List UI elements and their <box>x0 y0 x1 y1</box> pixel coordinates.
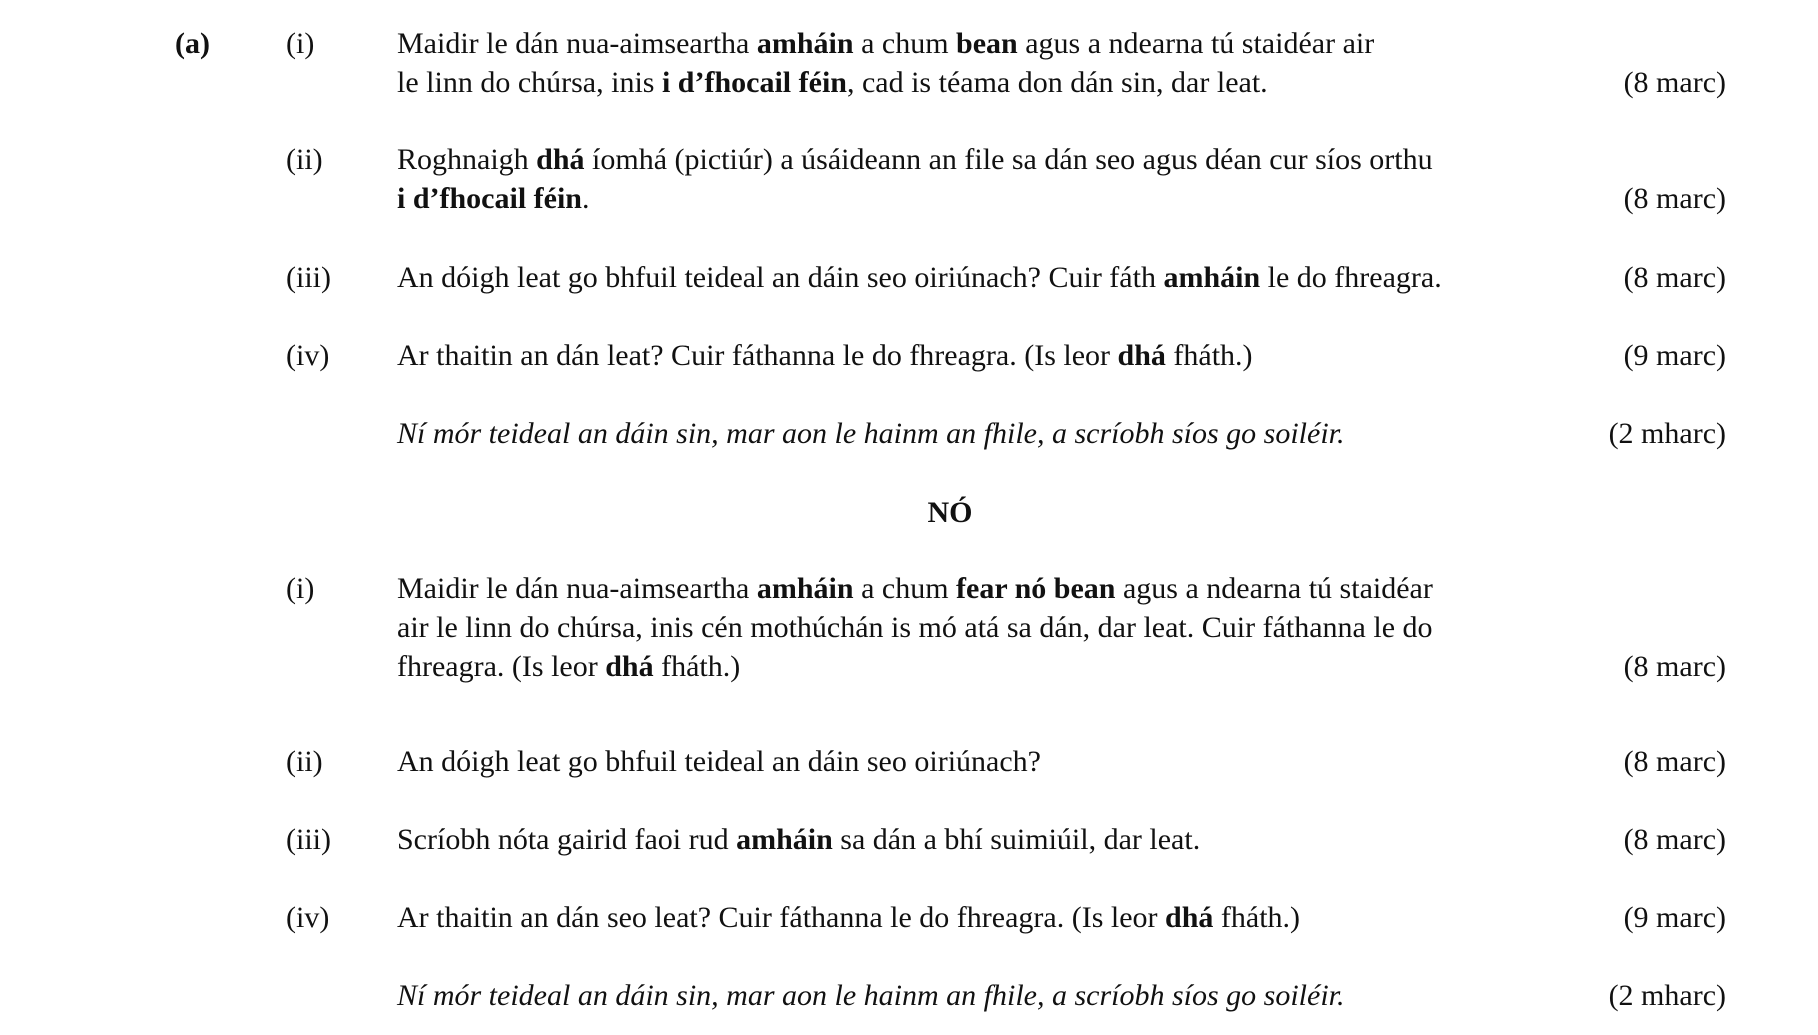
text-run: a chum <box>853 27 957 60</box>
marks-label: (8 marc) <box>1623 745 1726 778</box>
text-run: Ní mór teideal an dáin sin, mar aon le hainm an fhile, a scríobh síos go soiléir. <box>397 979 1345 1012</box>
marks-label: (8 marc) <box>1623 650 1726 683</box>
emphasis-text: amháin <box>756 27 854 60</box>
marks-label: (9 marc) <box>1623 901 1726 934</box>
question-number: (ii) <box>286 745 323 778</box>
question-number: (iv) <box>286 339 330 372</box>
text-run: An dóigh leat go bhfuil teideal an dáin seo oiriúnach? Cuir fáth <box>397 261 1164 294</box>
emphasis-text: amháin <box>756 572 854 605</box>
text-run: Ní mór teideal an dáin sin, mar aon le hainm an fhile, a scríobh síos go soiléir. <box>397 417 1345 450</box>
text-run: . <box>582 182 590 215</box>
marks-label: (2 mharc) <box>1608 417 1726 450</box>
question-text-line <box>397 24 1374 63</box>
emphasis-text: fear nó bean <box>956 572 1116 605</box>
text-run: Ar thaitin an dán seo leat? Cuir fáthanna le do fhreagra. (Is leor <box>397 901 1166 934</box>
marks-label: (2 mharc) <box>1608 979 1726 1012</box>
question-number: (iii) <box>286 823 331 856</box>
emphasis-text: dhá <box>536 143 585 176</box>
text-run: Maidir le dán nua-aimseartha <box>397 572 757 605</box>
text-run: a chum <box>853 572 957 605</box>
question-number: (ii) <box>286 143 323 176</box>
question-text-line <box>397 608 1433 647</box>
text-run: sa dán a bhí suimiúil, dar leat. <box>832 823 1201 856</box>
or-divider: NÓ <box>927 496 973 529</box>
emphasis-text: i d’fhocail féin <box>661 66 847 99</box>
question-number: (i) <box>286 572 315 605</box>
question-text-line <box>397 414 1345 453</box>
emphasis-text: i d’fhocail féin <box>397 182 582 215</box>
part-label: (a) <box>175 27 210 60</box>
marks-label: (9 marc) <box>1623 339 1726 372</box>
emphasis-text: amháin <box>736 823 833 856</box>
emphasis-text: bean <box>956 27 1018 60</box>
text-run: , cad is téama don dán sin, dar leat. <box>846 66 1268 99</box>
text-run: fháth.) <box>653 650 741 683</box>
emphasis-text: dhá <box>1165 901 1214 934</box>
text-run: Maidir le dán nua-aimseartha <box>397 27 757 60</box>
question-text-line <box>397 258 1442 297</box>
question-text-line <box>397 140 1433 179</box>
text-run: le do fhreagra. <box>1260 261 1442 294</box>
question-text-line <box>397 820 1200 859</box>
text-run: fháth.) <box>1213 901 1301 934</box>
question-text-line <box>397 742 1041 781</box>
question-text-line <box>397 976 1345 1015</box>
question-text-line <box>397 898 1300 937</box>
text-run: Ar thaitin an dán leat? Cuir fáthanna le do fhreagra. (Is leor <box>397 339 1118 372</box>
question-number: (i) <box>286 27 315 60</box>
question-number: (iii) <box>286 261 331 294</box>
text-run: An dóigh leat go bhfuil teideal an dáin seo oiriúnach? <box>397 745 1041 778</box>
text-run: fháth.) <box>1165 339 1253 372</box>
text-run: agus a ndearna tú staidéar <box>1115 572 1433 605</box>
text-run: Scríobh nóta gairid faoi rud <box>397 823 737 856</box>
question-text-line <box>397 647 740 686</box>
text-run: fhreagra. (Is leor <box>397 650 606 683</box>
marks-label: (8 marc) <box>1623 823 1726 856</box>
emphasis-text: amháin <box>1163 261 1261 294</box>
emphasis-text: dhá <box>1117 339 1166 372</box>
question-text-line <box>397 569 1433 608</box>
question-number: (iv) <box>286 901 330 934</box>
text-run: Roghnaigh <box>397 143 537 176</box>
text-run: íomhá (pictiúr) a úsáideann an file sa dán seo agus déan cur síos orthu <box>584 143 1433 176</box>
question-text-line <box>397 63 1268 102</box>
marks-label: (8 marc) <box>1623 66 1726 99</box>
emphasis-text: dhá <box>605 650 654 683</box>
text-run: air le linn do chúrsa, inis cén mothúchán is mó atá sa dán, dar leat. Cuir fáthanna le do <box>397 611 1433 644</box>
marks-label: (8 marc) <box>1623 182 1726 215</box>
question-text-line <box>397 179 590 218</box>
text-run: agus a ndearna tú staidéar air <box>1017 27 1375 60</box>
question-text-line <box>397 336 1253 375</box>
text-run: le linn do chúrsa, inis <box>397 66 662 99</box>
marks-label: (8 marc) <box>1623 261 1726 294</box>
